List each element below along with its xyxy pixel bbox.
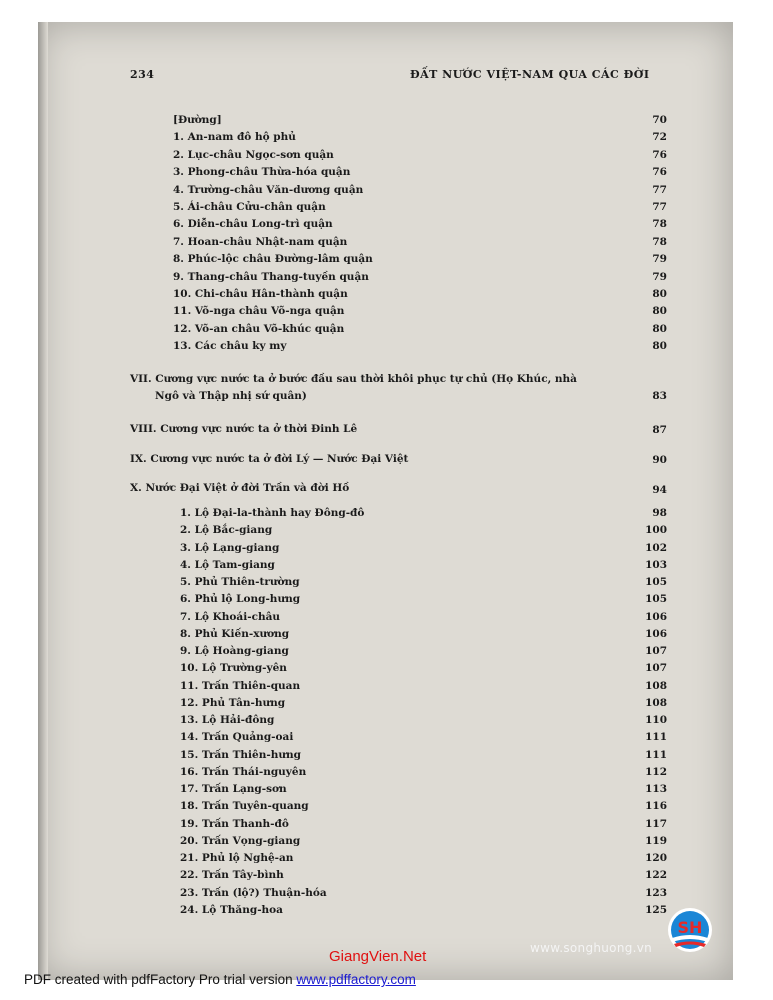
section-vi-item-label: 11. Võ-nga châu Võ-nga quận [173, 305, 345, 318]
section-vi-item-label: [Đường] [173, 114, 222, 126]
giangvien-watermark: GiangVien.Net [329, 948, 427, 965]
section-x-item-page: 108 [645, 696, 667, 709]
section-ix-page: 90 [652, 454, 667, 466]
section-viii-page: 87 [652, 424, 667, 436]
section-x-item-label: 20. Trấn Vọng-giang [180, 834, 301, 847]
section-x-item-page: 112 [645, 765, 667, 778]
pdffactory-link[interactable]: www.pdffactory.com [296, 972, 416, 987]
section-x-item-label: 3. Lộ Lạng-giang [180, 541, 280, 554]
section-x-item-label: 4. Lộ Tam-giang [180, 558, 275, 571]
section-vi-item-label: 13. Các châu ky my [173, 340, 287, 353]
section-x-item-label: 17. Trấn Lạng-sơn [180, 783, 287, 795]
section-vi-item-page: 78 [652, 218, 667, 231]
section-x-item-label: 18. Trấn Tuyên-quang [180, 800, 309, 813]
section-vi-item-page: 77 [652, 183, 667, 196]
section-x-item-page: 106 [645, 627, 667, 640]
section-vi-item-page: 80 [652, 305, 667, 318]
section-x-item-page: 116 [645, 800, 667, 813]
section-vi-item-label: 9. Thang-châu Thang-tuyền quận [173, 270, 369, 283]
section-vi-item-label: 1. An-nam đô hộ phủ [173, 131, 296, 144]
section-x-item-label: 14. Trấn Quảng-oai [180, 731, 294, 744]
songhuong-watermark: www.songhuong.vn [530, 941, 653, 955]
section-vi-item-page: 80 [652, 288, 667, 300]
section-x-item-label: 8. Phủ Kiến-xương [180, 627, 290, 640]
section-vi-item-page: 76 [652, 166, 667, 179]
section-x-item-label: 23. Trấn (lộ?) Thuận-hóa [180, 886, 327, 899]
section-vi-item-page: 80 [652, 340, 667, 353]
section-x-item-label: 7. Lộ Khoái-châu [180, 610, 281, 623]
section-x-item-label: 10. Lộ Trường-yên [180, 662, 287, 675]
section-x-item-label: 16. Trấn Thái-nguyên [180, 765, 307, 778]
section-x-item-label: 21. Phủ lộ Nghệ-an [180, 852, 294, 864]
section-vii-page: 83 [652, 390, 667, 402]
section-x-item-label: 22. Trấn Tây-bình [180, 869, 284, 882]
section-vi-item-label: 12. Võ-an châu Võ-khúc quận [173, 322, 345, 335]
section-x-item-page: 113 [645, 783, 667, 795]
section-x-item-page: 107 [645, 662, 667, 675]
section-x-item-label: 6. Phủ lộ Long-hưng [180, 593, 301, 606]
section-x-item-page: 102 [645, 541, 667, 554]
section-vi-item-label: 2. Lục-châu Ngọc-sơn quận [173, 148, 334, 161]
section-vii-line2: Ngô và Thập nhị sứ quân) [155, 390, 307, 402]
section-vi-item-label: 3. Phong-châu Thừa-hóa quận [173, 166, 351, 179]
section-x-item-label: 1. Lộ Đại-la-thành hay Đông-đô [180, 507, 365, 519]
section-vi-item-page: 78 [652, 235, 667, 248]
section-x-item-page: 111 [645, 748, 667, 761]
songhuong-logo-icon [666, 906, 714, 954]
section-x-item-page: 98 [652, 507, 667, 519]
section-vi-item-page: 70 [652, 114, 667, 126]
section-x-item-page: 119 [645, 834, 667, 847]
section-x-item-label: 12. Phủ Tân-hưng [180, 696, 286, 709]
section-x-item-page: 108 [645, 679, 667, 692]
section-vi-item-label: 8. Phúc-lộc châu Đường-lâm quận [173, 253, 373, 266]
page-edge-shadow [38, 22, 48, 980]
section-x-item-page: 105 [645, 576, 667, 588]
section-x-title: X. Nước Đại Việt ở đời Trần và đời Hồ [130, 482, 350, 494]
section-x-item-label: 11. Trấn Thiên-quan [180, 679, 301, 692]
section-x-item-label: 13. Lộ Hải-đông [180, 714, 275, 726]
section-vi-item-label: 6. Diễn-châu Long-trì quận [173, 218, 333, 231]
section-vi-item-page: 77 [652, 201, 667, 213]
section-vi-item-page: 79 [652, 270, 667, 283]
section-x-item-label: 24. Lộ Thăng-hoa [180, 903, 283, 916]
section-viii-title: VIII. Cương vực nước ta ở thời Đinh Lê [130, 423, 358, 435]
section-x-item-label: 15. Trấn Thiên-hưng [180, 748, 301, 761]
section-x-item-page: 122 [645, 869, 667, 882]
section-vi-item-label: 4. Trường-châu Văn-dương quận [173, 183, 364, 196]
section-vi-item-page: 80 [652, 322, 667, 335]
section-x-item-page: 105 [645, 593, 667, 606]
section-x-item-page: 120 [645, 852, 667, 864]
section-x-item-page: 117 [645, 817, 667, 830]
section-x-item-page: 103 [645, 558, 667, 571]
section-x-item-page: 107 [645, 645, 667, 657]
section-vi-item-page: 72 [652, 131, 667, 144]
section-vi-item-label: 7. Hoan-châu Nhật-nam quận [173, 235, 348, 248]
page-number: 234 [130, 68, 155, 81]
section-x-item-label: 2. Lộ Bắc-giang [180, 524, 273, 537]
section-x-item-page: 110 [645, 714, 667, 726]
section-x-item-page: 106 [645, 610, 667, 623]
section-vi-item-label: 5. Ái-châu Cửu-chân quận [173, 201, 326, 213]
section-ix-title: IX. Cương vực nước ta ở đời Lý — Nước Đại Việt [130, 453, 409, 465]
section-vii-line1: VII. Cương vực nước ta ở bước đầu sau thời khôi phục tự chủ (Họ Khúc, nhà [130, 373, 577, 385]
pdf-footer [24, 972, 416, 987]
section-x-page: 94 [652, 484, 667, 496]
section-vi-item-label: 10. Chi-châu Hân-thành quận [173, 288, 348, 300]
section-x-item-label: 5. Phủ Thiên-trường [180, 576, 300, 588]
section-vi-item-page: 76 [652, 148, 667, 161]
section-x-item-label: 19. Trấn Thanh-đô [180, 817, 289, 830]
section-x-item-page: 100 [645, 524, 667, 537]
section-x-item-label: 9. Lộ Hoàng-giang [180, 645, 289, 657]
section-x-item-page: 123 [645, 886, 667, 899]
section-x-item-page: 125 [645, 903, 667, 916]
pdf-footer-text: PDF created with pdfFactory Pro trial version [24, 972, 297, 987]
logo-letters: SH [677, 918, 703, 937]
section-x-item-page: 111 [645, 731, 667, 744]
running-title: ĐẤT NƯỚC VIỆT-NAM QUA CÁC ĐỜI [410, 68, 650, 81]
section-vi-item-page: 79 [652, 253, 667, 266]
